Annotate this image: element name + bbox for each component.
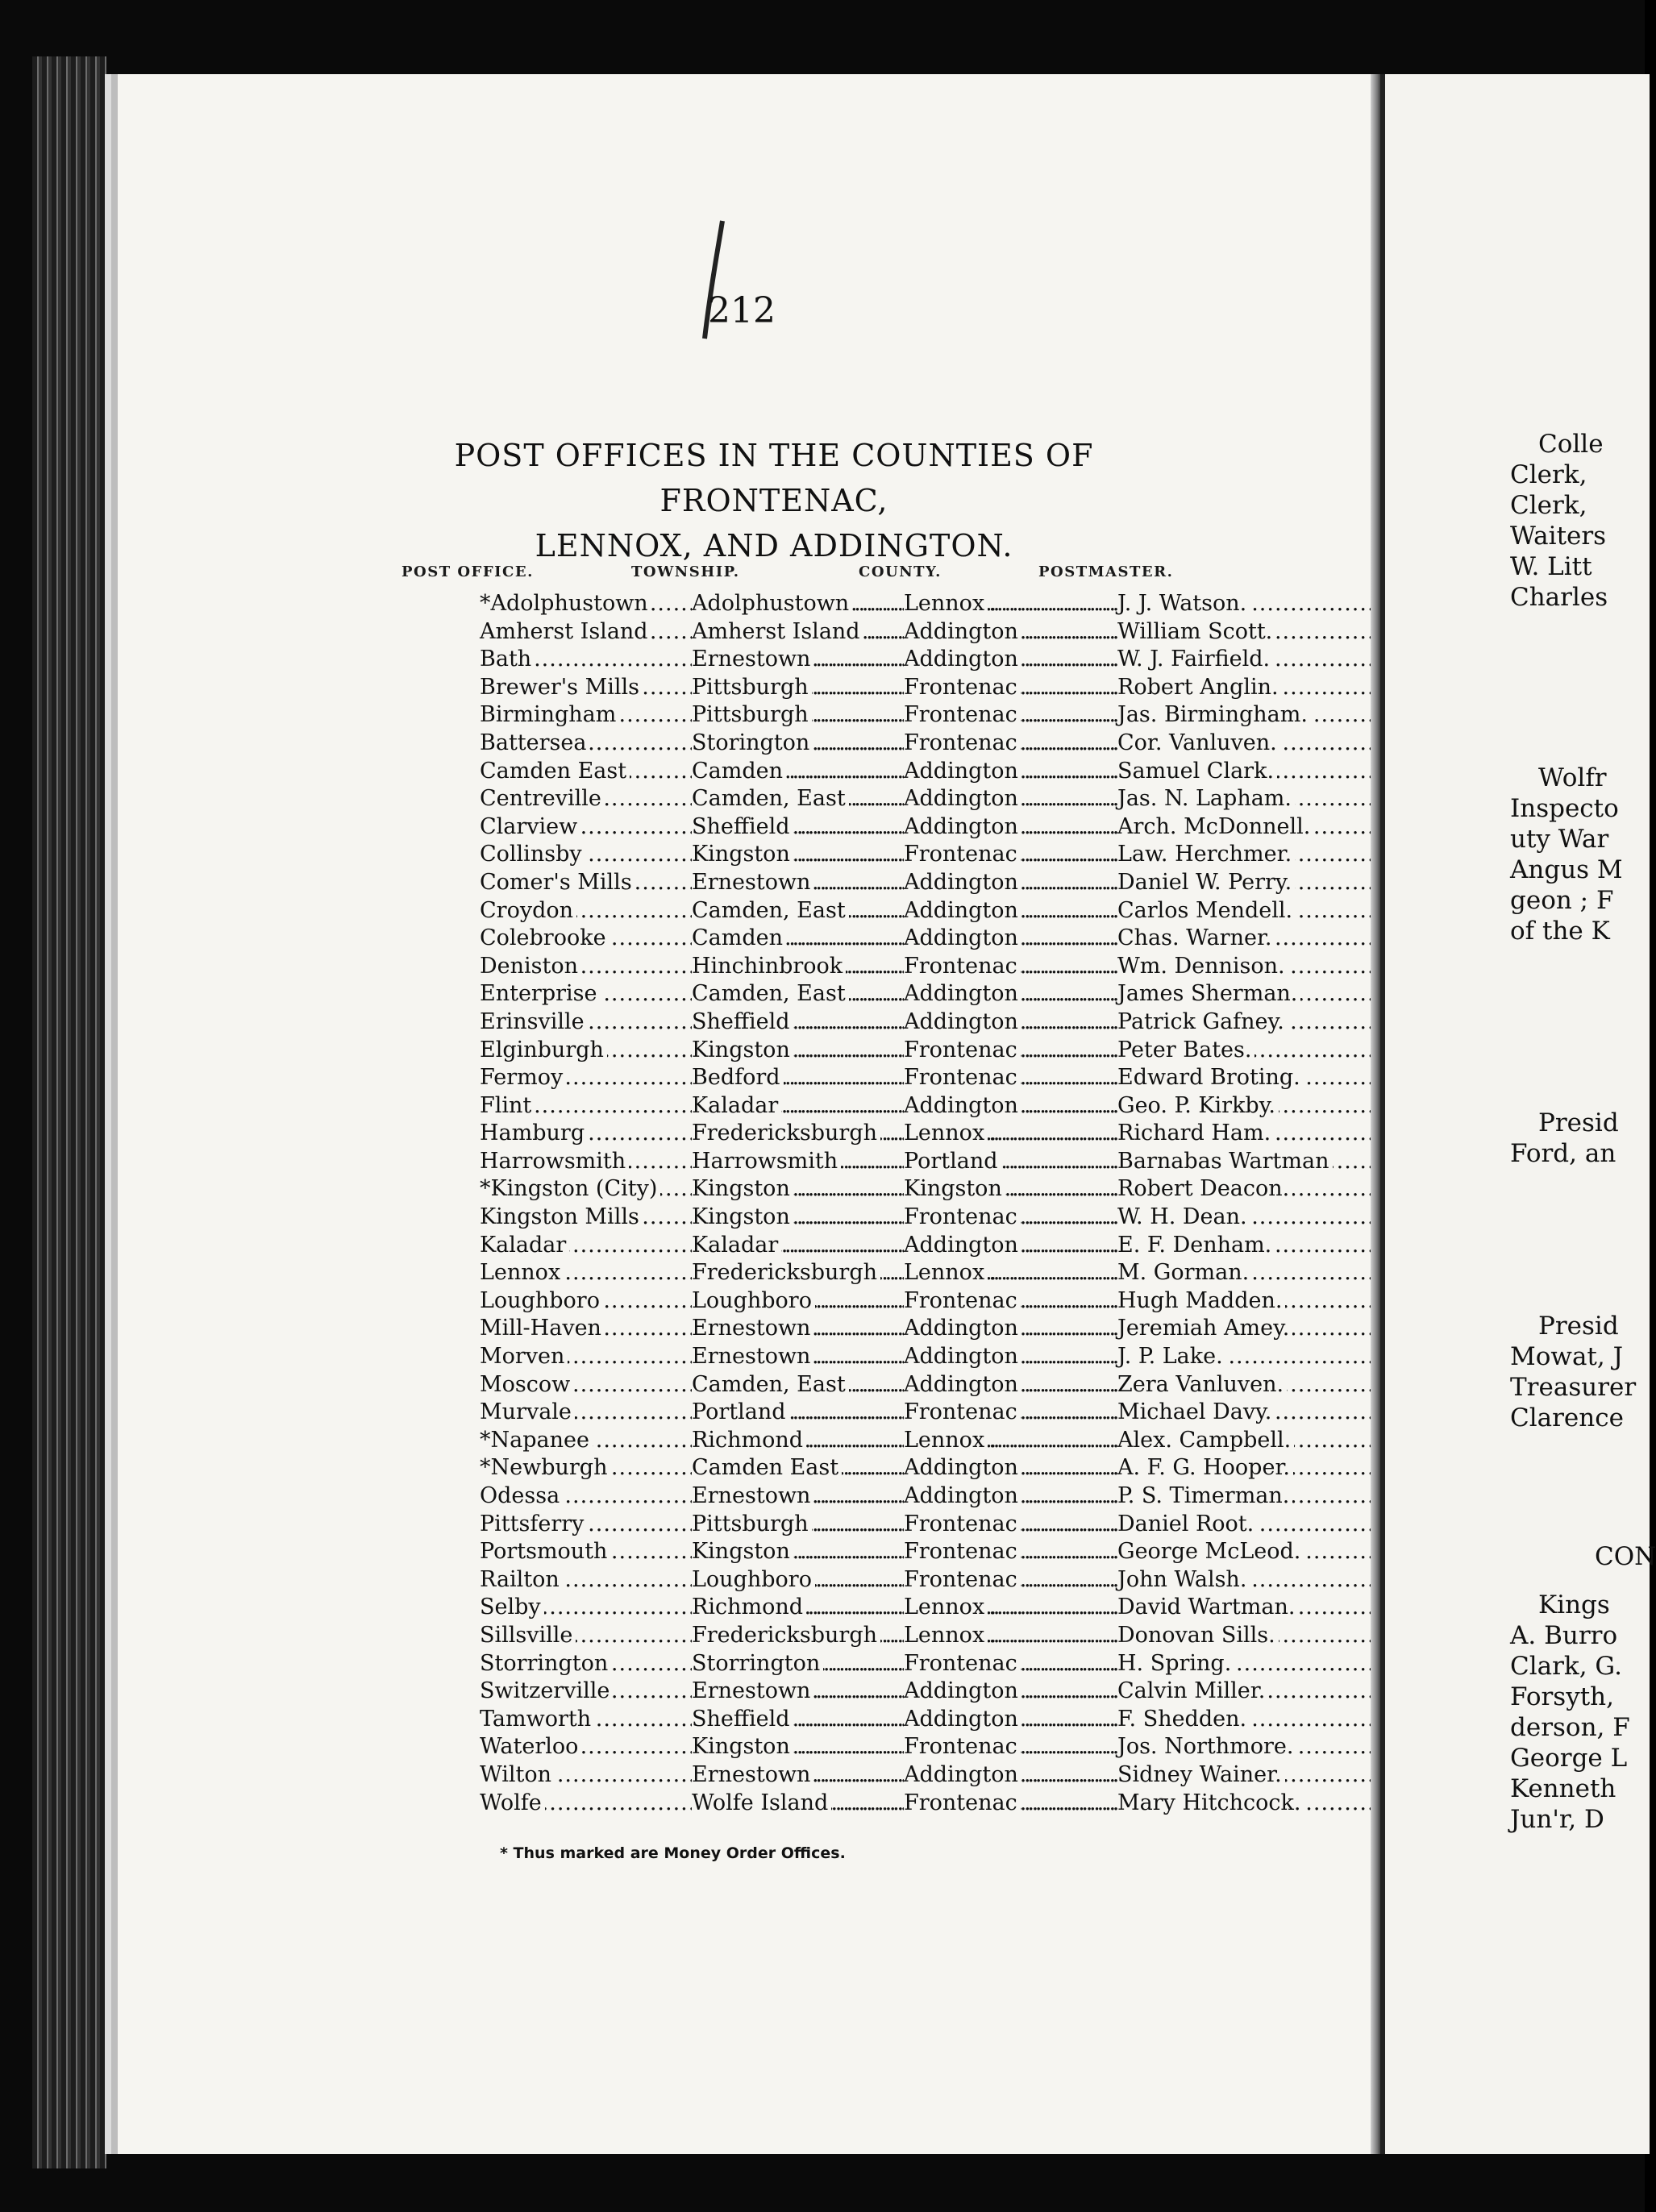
header-post-office: POST OFFICE. bbox=[402, 563, 534, 580]
township-cell: Ernestown ..... bbox=[692, 869, 904, 897]
township-cell: Amherst Island ..... bbox=[692, 618, 904, 647]
right-page-line: Treasurer bbox=[1510, 1373, 1637, 1402]
county-cell: Addington ..... bbox=[904, 1092, 1117, 1121]
right-page-line: Jun'r, D bbox=[1510, 1805, 1604, 1834]
post-office-cell: *Napanee ..... bbox=[480, 1427, 692, 1455]
township-cell: Camden, East ..... bbox=[692, 980, 904, 1008]
postmaster-cell: Chas. Warner. bbox=[1117, 925, 1331, 953]
table-row bbox=[480, 1399, 1334, 1427]
table-row bbox=[480, 980, 1334, 1008]
right-page-line: George L bbox=[1510, 1744, 1628, 1773]
county-cell: Lennox ..... bbox=[904, 1427, 1117, 1455]
table-row bbox=[480, 1622, 1334, 1650]
post-office-cell: Brewer's Mills ..... bbox=[480, 674, 692, 702]
township-cell: Camden ..... bbox=[692, 925, 904, 953]
township-cell: Camden, East ..... bbox=[692, 897, 904, 925]
post-office-cell: Storrington ..... bbox=[480, 1650, 692, 1678]
post-office-cell: Hamburg ..... bbox=[480, 1120, 692, 1148]
postmaster-cell: Arch. McDonnell. bbox=[1117, 813, 1331, 842]
table-row bbox=[480, 1148, 1334, 1176]
township-cell: Camden East ..... bbox=[692, 1454, 904, 1482]
postmaster-cell: Edward Broting. bbox=[1117, 1064, 1331, 1092]
postmaster-cell: Cor. Vanluven. bbox=[1117, 730, 1331, 758]
postmaster-cell: David Wartman. bbox=[1117, 1594, 1331, 1622]
right-page-line: Mowat, J bbox=[1510, 1342, 1624, 1371]
postmaster-cell: Daniel W. Perry. bbox=[1117, 869, 1331, 897]
post-office-cell: *Adolphustown ..... bbox=[480, 590, 692, 618]
county-cell: Frontenac ..... bbox=[904, 1204, 1117, 1232]
postmaster-cell: P. S. Timerman. bbox=[1117, 1482, 1331, 1511]
table-row bbox=[480, 730, 1334, 758]
postmaster-cell: E. F. Denham. bbox=[1117, 1232, 1331, 1260]
county-cell: Addington ..... bbox=[904, 785, 1117, 813]
post-office-cell: Birmingham ..... bbox=[480, 701, 692, 730]
post-office-cell: Moscow ..... bbox=[480, 1371, 692, 1399]
table-row bbox=[480, 1650, 1334, 1678]
right-page-line: Angus M bbox=[1510, 855, 1623, 884]
right-page bbox=[1380, 74, 1656, 2154]
postmaster-cell: Jeremiah Amey. bbox=[1117, 1315, 1331, 1343]
county-cell: Addington ..... bbox=[904, 1343, 1117, 1371]
postmaster-cell: M. Gorman. bbox=[1117, 1259, 1331, 1287]
post-office-cell: Mill-Haven ..... bbox=[480, 1315, 692, 1343]
table-row bbox=[480, 1790, 1334, 1818]
county-cell: Frontenac ..... bbox=[904, 674, 1117, 702]
township-cell: Bedford ..... bbox=[692, 1064, 904, 1092]
township-cell: Kingston ..... bbox=[692, 1204, 904, 1232]
table-row bbox=[480, 1175, 1334, 1204]
post-office-cell: Sillsville ..... bbox=[480, 1622, 692, 1650]
post-office-cell: Wolfe ..... bbox=[480, 1790, 692, 1818]
post-office-cell: Wilton ..... bbox=[480, 1761, 692, 1790]
postmaster-cell: J. P. Lake. bbox=[1117, 1343, 1331, 1371]
township-cell: Hinchinbrook ..... bbox=[692, 953, 904, 981]
county-cell: Addington ..... bbox=[904, 813, 1117, 842]
postmaster-cell: Alex. Campbell. bbox=[1117, 1427, 1331, 1455]
post-office-cell: Deniston ..... bbox=[480, 953, 692, 981]
table-row bbox=[480, 1259, 1334, 1287]
county-cell: Addington ..... bbox=[904, 980, 1117, 1008]
table-row bbox=[480, 1204, 1334, 1232]
township-cell: Loughboro ..... bbox=[692, 1566, 904, 1595]
postmaster-cell: Mary Hitchcock. bbox=[1117, 1790, 1331, 1818]
table-row bbox=[480, 1343, 1334, 1371]
header-township: TOWNSHIP. bbox=[631, 563, 740, 580]
postmaster-cell: Richard Ham. bbox=[1117, 1120, 1331, 1148]
township-cell: Ernestown ..... bbox=[692, 1343, 904, 1371]
township-cell: Wolfe Island ..... bbox=[692, 1790, 904, 1818]
post-office-cell: Switzerville ..... bbox=[480, 1678, 692, 1706]
township-cell: Fredericksburgh ..... bbox=[692, 1259, 904, 1287]
table-row bbox=[480, 1037, 1334, 1065]
township-cell: Storrington ..... bbox=[692, 1650, 904, 1678]
table-row bbox=[480, 590, 1334, 618]
county-cell: Frontenac ..... bbox=[904, 953, 1117, 981]
right-page-line: Presid bbox=[1538, 1312, 1619, 1341]
postmaster-cell: Robert Anglin. bbox=[1117, 674, 1331, 702]
table-row bbox=[480, 869, 1334, 897]
township-cell: Kingston ..... bbox=[692, 1037, 904, 1065]
county-cell: Kingston ..... bbox=[904, 1175, 1117, 1204]
county-cell: Addington ..... bbox=[904, 1706, 1117, 1734]
township-cell: Ernestown ..... bbox=[692, 1482, 904, 1511]
county-cell: Addington ..... bbox=[904, 646, 1117, 674]
township-cell: Storington ..... bbox=[692, 730, 904, 758]
post-office-cell: Harrowsmith ..... bbox=[480, 1148, 692, 1176]
postmaster-cell: Samuel Clark. bbox=[1117, 758, 1331, 786]
county-cell: Frontenac ..... bbox=[904, 1650, 1117, 1678]
footnote: * Thus marked are Money Order Offices. bbox=[500, 1844, 846, 1862]
township-cell: Kingston ..... bbox=[692, 1175, 904, 1204]
table-row bbox=[480, 646, 1334, 674]
county-cell: Frontenac ..... bbox=[904, 841, 1117, 869]
postmaster-cell: Hugh Madden. bbox=[1117, 1287, 1331, 1316]
postmaster-cell: Law. Herchmer. bbox=[1117, 841, 1331, 869]
county-cell: Addington ..... bbox=[904, 1008, 1117, 1037]
postmaster-cell: Patrick Gafney. bbox=[1117, 1008, 1331, 1037]
township-cell: Fredericksburgh ..... bbox=[692, 1120, 904, 1148]
postmaster-cell: James Sherman. bbox=[1117, 980, 1331, 1008]
county-cell: Frontenac ..... bbox=[904, 1538, 1117, 1566]
county-cell: Addington ..... bbox=[904, 1482, 1117, 1511]
left-page bbox=[105, 74, 1379, 2154]
right-page-line: geon ; F bbox=[1510, 886, 1614, 915]
county-cell: Addington ..... bbox=[904, 897, 1117, 925]
table-row bbox=[480, 1064, 1334, 1092]
township-cell: Pittsburgh ..... bbox=[692, 701, 904, 730]
county-cell: Frontenac ..... bbox=[904, 1399, 1117, 1427]
postmaster-cell: Carlos Mendell. bbox=[1117, 897, 1331, 925]
postmaster-cell: J. J. Watson. bbox=[1117, 590, 1331, 618]
township-cell: Pittsburgh ..... bbox=[692, 1511, 904, 1539]
right-page-line: Clarence bbox=[1510, 1403, 1624, 1432]
postmaster-cell: Wm. Dennison. bbox=[1117, 953, 1331, 981]
right-page-line: Colle bbox=[1538, 430, 1604, 459]
post-office-cell: Amherst Island ..... bbox=[480, 618, 692, 647]
county-cell: Addington ..... bbox=[904, 1232, 1117, 1260]
post-office-cell: Centreville ..... bbox=[480, 785, 692, 813]
post-office-cell: Croydon ..... bbox=[480, 897, 692, 925]
county-cell: Frontenac ..... bbox=[904, 1790, 1117, 1818]
county-cell: Frontenac ..... bbox=[904, 1037, 1117, 1065]
township-cell: Fredericksburgh ..... bbox=[692, 1622, 904, 1650]
table-row bbox=[480, 1594, 1334, 1622]
postmaster-cell: Jas. Birmingham. bbox=[1117, 701, 1331, 730]
postmaster-cell: F. Shedden. bbox=[1117, 1706, 1331, 1734]
right-page-line: Kenneth bbox=[1510, 1774, 1616, 1803]
township-cell: Kingston ..... bbox=[692, 1733, 904, 1761]
county-cell: Addington ..... bbox=[904, 1454, 1117, 1482]
county-cell: Addington ..... bbox=[904, 925, 1117, 953]
table-row bbox=[480, 1092, 1334, 1121]
right-page-line: W. Litt bbox=[1510, 552, 1592, 581]
table-row bbox=[480, 1678, 1334, 1706]
post-office-cell: Portsmouth ..... bbox=[480, 1538, 692, 1566]
county-cell: Addington ..... bbox=[904, 1371, 1117, 1399]
postmaster-cell: Barnabas Wartman bbox=[1117, 1148, 1331, 1176]
postmaster-cell: Jos. Northmore. bbox=[1117, 1733, 1331, 1761]
post-office-cell: Bath ..... bbox=[480, 646, 692, 674]
township-cell: Kingston ..... bbox=[692, 841, 904, 869]
post-office-cell: Selby ..... bbox=[480, 1594, 692, 1622]
county-cell: Frontenac ..... bbox=[904, 1566, 1117, 1595]
county-cell: Portland ..... bbox=[904, 1148, 1117, 1176]
right-page-line: Kings bbox=[1538, 1590, 1610, 1620]
post-office-cell: Enterprise ..... bbox=[480, 980, 692, 1008]
township-cell: Sheffield ..... bbox=[692, 1706, 904, 1734]
township-cell: Camden, East ..... bbox=[692, 785, 904, 813]
right-page-line: CON bbox=[1595, 1542, 1656, 1571]
post-office-cell: Loughboro ..... bbox=[480, 1287, 692, 1316]
postmaster-cell: Peter Bates. bbox=[1117, 1037, 1331, 1065]
table-row bbox=[480, 674, 1334, 702]
county-cell: Frontenac ..... bbox=[904, 701, 1117, 730]
township-cell: Kaladar ..... bbox=[692, 1232, 904, 1260]
right-page-line: derson, F bbox=[1510, 1713, 1630, 1742]
post-office-cell: Collinsby ..... bbox=[480, 841, 692, 869]
post-office-cell: *Newburgh ..... bbox=[480, 1454, 692, 1482]
post-office-cell: Erinsville ..... bbox=[480, 1008, 692, 1037]
post-office-cell: Kaladar ..... bbox=[480, 1232, 692, 1260]
right-page-line: Wolfr bbox=[1538, 763, 1607, 792]
postmaster-cell: Robert Deacon. bbox=[1117, 1175, 1331, 1204]
table-row bbox=[480, 618, 1334, 647]
township-cell: Pittsburgh ..... bbox=[692, 674, 904, 702]
township-cell: Ernestown ..... bbox=[692, 646, 904, 674]
township-cell: Richmond ..... bbox=[692, 1594, 904, 1622]
header-county: COUNTY. bbox=[859, 563, 942, 580]
table-row bbox=[480, 701, 1334, 730]
post-office-cell: Colebrooke ..... bbox=[480, 925, 692, 953]
post-office-cell: *Kingston (City) ..... bbox=[480, 1175, 692, 1204]
right-page-line: Forsyth, bbox=[1510, 1682, 1614, 1711]
right-page-line: of the K bbox=[1510, 917, 1610, 946]
table-row bbox=[480, 1371, 1334, 1399]
county-cell: Addington ..... bbox=[904, 1678, 1117, 1706]
table-row bbox=[480, 1482, 1334, 1511]
post-office-cell: Odessa ..... bbox=[480, 1482, 692, 1511]
table-row bbox=[480, 925, 1334, 953]
table-row bbox=[480, 1427, 1334, 1455]
post-office-cell: Fermoy ..... bbox=[480, 1064, 692, 1092]
post-office-cell: Murvale ..... bbox=[480, 1399, 692, 1427]
table-row bbox=[480, 1287, 1334, 1316]
township-cell: Ernestown ..... bbox=[692, 1678, 904, 1706]
county-cell: Addington ..... bbox=[904, 1761, 1117, 1790]
post-office-cell: Pittsferry ..... bbox=[480, 1511, 692, 1539]
county-cell: Frontenac ..... bbox=[904, 730, 1117, 758]
right-page-line: Waiters bbox=[1510, 522, 1607, 551]
post-office-cell: Camden East ..... bbox=[480, 758, 692, 786]
postmaster-cell: Daniel Root. bbox=[1117, 1511, 1331, 1539]
table-row bbox=[480, 841, 1334, 869]
county-cell: Lennox ..... bbox=[904, 1120, 1117, 1148]
county-cell: Frontenac ..... bbox=[904, 1733, 1117, 1761]
township-cell: Harrowsmith ..... bbox=[692, 1148, 904, 1176]
title-line-2: LENNOX, AND ADDINGTON. bbox=[535, 528, 1013, 563]
county-cell: Lennox ..... bbox=[904, 590, 1117, 618]
header-postmaster: POSTMASTER. bbox=[1038, 563, 1174, 580]
postmaster-cell: Calvin Miller. bbox=[1117, 1678, 1331, 1706]
book-spine-edge bbox=[32, 56, 106, 2168]
table-row bbox=[480, 1008, 1334, 1037]
page-title bbox=[347, 433, 1201, 568]
table-row bbox=[480, 785, 1334, 813]
township-cell: Portland ..... bbox=[692, 1399, 904, 1427]
county-cell: Addington ..... bbox=[904, 1315, 1117, 1343]
table-row bbox=[480, 758, 1334, 786]
table-row bbox=[480, 1733, 1334, 1761]
postmaster-cell: W. J. Fairfield. bbox=[1117, 646, 1331, 674]
post-office-cell: Lennox ..... bbox=[480, 1259, 692, 1287]
county-cell: Frontenac ..... bbox=[904, 1287, 1117, 1316]
township-cell: Camden, East ..... bbox=[692, 1371, 904, 1399]
township-cell: Kingston ..... bbox=[692, 1538, 904, 1566]
county-cell: Addington ..... bbox=[904, 758, 1117, 786]
table-row bbox=[480, 813, 1334, 842]
township-cell: Adolphustown ..... bbox=[692, 590, 904, 618]
township-cell: Ernestown ..... bbox=[692, 1315, 904, 1343]
post-office-cell: Comer's Mills ..... bbox=[480, 869, 692, 897]
postmaster-cell: H. Spring. bbox=[1117, 1650, 1331, 1678]
table-row bbox=[480, 1761, 1334, 1790]
post-office-cell: Flint ..... bbox=[480, 1092, 692, 1121]
table-row bbox=[480, 1232, 1334, 1260]
right-page-line: Inspecto bbox=[1510, 794, 1619, 823]
county-cell: Lennox ..... bbox=[904, 1259, 1117, 1287]
postmaster-cell: Zera Vanluven. bbox=[1117, 1371, 1331, 1399]
table-row bbox=[480, 1315, 1334, 1343]
township-cell: Camden ..... bbox=[692, 758, 904, 786]
postmaster-cell: Michael Davy. bbox=[1117, 1399, 1331, 1427]
postmaster-cell: W. H. Dean. bbox=[1117, 1204, 1331, 1232]
table-row bbox=[480, 1120, 1334, 1148]
county-cell: Frontenac ..... bbox=[904, 1064, 1117, 1092]
postmaster-cell: Donovan Sills. bbox=[1117, 1622, 1331, 1650]
post-office-cell: Battersea ..... bbox=[480, 730, 692, 758]
table-row bbox=[480, 897, 1334, 925]
township-cell: Ernestown ..... bbox=[692, 1761, 904, 1790]
right-page-line: Clerk, bbox=[1510, 491, 1587, 520]
table-row bbox=[480, 1566, 1334, 1595]
page-number: 212 bbox=[708, 290, 776, 331]
post-office-cell: Waterloo ..... bbox=[480, 1733, 692, 1761]
right-page-line: Ford, an bbox=[1510, 1139, 1616, 1168]
township-cell: Sheffield ..... bbox=[692, 813, 904, 842]
postmaster-cell: Sidney Wainer. bbox=[1117, 1761, 1331, 1790]
postmaster-cell: Geo. P. Kirkby. bbox=[1117, 1092, 1331, 1121]
postmaster-cell: Jas. N. Lapham. bbox=[1117, 785, 1331, 813]
township-cell: Sheffield ..... bbox=[692, 1008, 904, 1037]
post-office-cell: Clarview ..... bbox=[480, 813, 692, 842]
title-line-1: POST OFFICES IN THE COUNTIES OF FRONTENAC, bbox=[454, 438, 1094, 518]
table-row bbox=[480, 953, 1334, 981]
right-page-line: Clark, G. bbox=[1510, 1652, 1622, 1681]
county-cell: Lennox ..... bbox=[904, 1594, 1117, 1622]
township-cell: Loughboro ..... bbox=[692, 1287, 904, 1316]
postmaster-cell: George McLeod. bbox=[1117, 1538, 1331, 1566]
township-cell: Kaladar ..... bbox=[692, 1092, 904, 1121]
right-page-text bbox=[1385, 74, 1656, 2154]
county-cell: Frontenac ..... bbox=[904, 1511, 1117, 1539]
post-office-table bbox=[480, 590, 1334, 1817]
postmaster-cell: John Walsh. bbox=[1117, 1566, 1331, 1595]
right-page-line: A. Burro bbox=[1510, 1621, 1618, 1650]
right-page-line: Charles bbox=[1510, 583, 1608, 612]
county-cell: Addington ..... bbox=[904, 869, 1117, 897]
postmaster-cell: A. F. G. Hooper. bbox=[1117, 1454, 1331, 1482]
right-page-line: Presid bbox=[1538, 1108, 1619, 1137]
postmaster-cell: William Scott. bbox=[1117, 618, 1331, 647]
post-office-cell: Railton ..... bbox=[480, 1566, 692, 1595]
county-cell: Lennox ..... bbox=[904, 1622, 1117, 1650]
right-page-line: Clerk, bbox=[1510, 460, 1587, 489]
table-row bbox=[480, 1706, 1334, 1734]
table-row bbox=[480, 1538, 1334, 1566]
post-office-cell: Elginburgh ..... bbox=[480, 1037, 692, 1065]
post-office-cell: Tamworth ..... bbox=[480, 1706, 692, 1734]
table-row bbox=[480, 1511, 1334, 1539]
township-cell: Richmond ..... bbox=[692, 1427, 904, 1455]
post-office-cell: Morven ..... bbox=[480, 1343, 692, 1371]
table-row bbox=[480, 1454, 1334, 1482]
right-page-line: uty War bbox=[1510, 825, 1609, 854]
post-office-cell: Kingston Mills ..... bbox=[480, 1204, 692, 1232]
county-cell: Addington ..... bbox=[904, 618, 1117, 647]
